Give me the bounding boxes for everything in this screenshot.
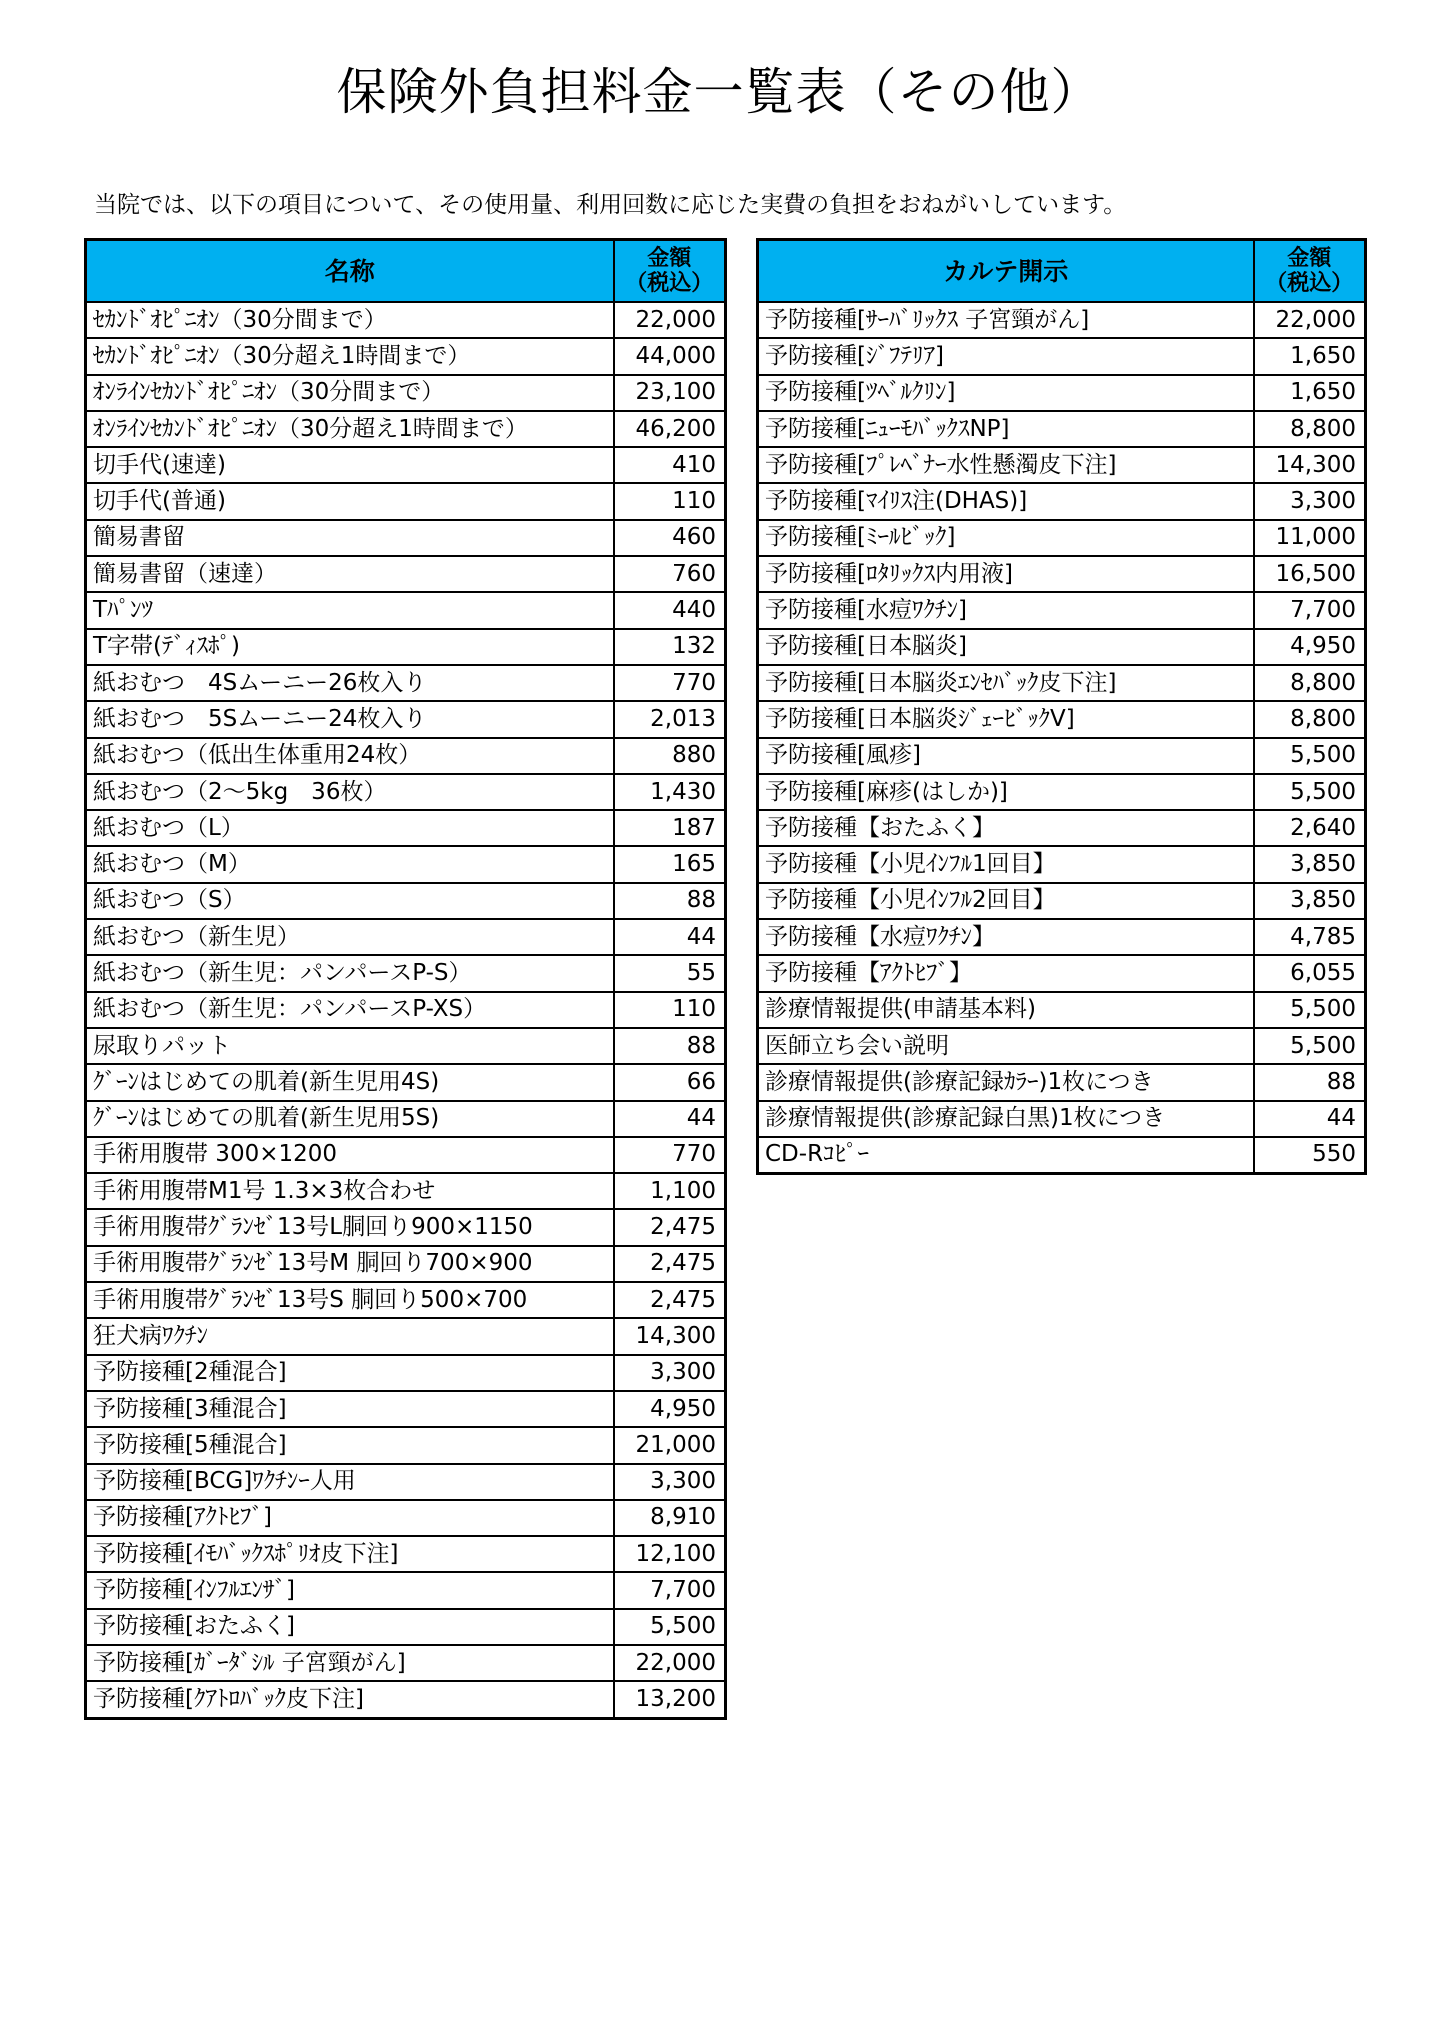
- item-amount: 12,100: [614, 1536, 726, 1572]
- item-amount: 5,500: [1254, 774, 1366, 810]
- table-row: [758, 665, 1366, 701]
- item-name: 診療情報提供(診療記録白黒)1枚につき: [758, 1101, 1254, 1137]
- item-amount: 2,640: [1254, 810, 1366, 846]
- header-amount-line2: （税込）: [625, 271, 714, 296]
- item-amount: 5,500: [1254, 738, 1366, 774]
- item-name: ｾｶﾝﾄﾞｵﾋﾟﾆｵﾝ（30分超え1時間まで）: [86, 338, 614, 374]
- item-name: 紙おむつ 5Sムーニー24枚入り: [86, 701, 614, 737]
- item-amount: 11,000: [1254, 520, 1366, 556]
- header-amount: [1254, 240, 1366, 303]
- fee-table-right-body: [758, 302, 1366, 1174]
- table-row: [758, 592, 1366, 628]
- item-amount: 4,950: [1254, 629, 1366, 665]
- table-row: [86, 375, 726, 411]
- item-amount: 14,300: [1254, 447, 1366, 483]
- item-name: 予防接種[日本脳炎]: [758, 629, 1254, 665]
- table-row: [86, 1427, 726, 1463]
- item-name: ｵﾝﾗｲﾝｾｶﾝﾄﾞｵﾋﾟﾆｵﾝ（30分間まで）: [86, 375, 614, 411]
- item-amount: 460: [614, 520, 726, 556]
- item-name: 紙おむつ（S）: [86, 883, 614, 919]
- item-amount: 8,800: [1254, 701, 1366, 737]
- item-amount: 2,013: [614, 701, 726, 737]
- fee-table-right: [756, 238, 1367, 1175]
- table-row: [86, 919, 726, 955]
- table-row: [758, 846, 1366, 882]
- table-row: [86, 1572, 726, 1608]
- table-row: [758, 483, 1366, 519]
- item-amount: 22,000: [1254, 302, 1366, 338]
- table-row: [86, 665, 726, 701]
- table-row: [758, 1101, 1366, 1137]
- item-name: 簡易書留: [86, 520, 614, 556]
- header-amount-line1: 金額: [1287, 245, 1332, 271]
- item-name: 紙おむつ 4Sムーニー26枚入り: [86, 665, 614, 701]
- item-name: 予防接種[ﾂﾍﾞﾙｸﾘﾝ]: [758, 375, 1254, 411]
- item-amount: 3,300: [614, 1355, 726, 1391]
- item-name: ｵﾝﾗｲﾝｾｶﾝﾄﾞｵﾋﾟﾆｵﾝ（30分超え1時間まで）: [86, 411, 614, 447]
- item-name: 予防接種[ﾆｭｰﾓﾊﾞｯｸｽNP]: [758, 411, 1254, 447]
- table-row: [86, 447, 726, 483]
- table-row: [86, 1645, 726, 1681]
- table-row: [86, 1500, 726, 1536]
- item-name: 予防接種[ﾌﾟﾚﾍﾞﾅｰ水性懸濁皮下注]: [758, 447, 1254, 483]
- table-row: [758, 992, 1366, 1028]
- item-name: 紙おむつ（新生児）: [86, 919, 614, 955]
- item-amount: 410: [614, 447, 726, 483]
- item-amount: 22,000: [614, 1645, 726, 1681]
- item-name: 尿取りパット: [86, 1028, 614, 1064]
- item-amount: 8,800: [1254, 411, 1366, 447]
- table-row: [758, 1137, 1366, 1174]
- fee-table-left: [84, 238, 727, 1720]
- table-row: [86, 701, 726, 737]
- table-row: [86, 1028, 726, 1064]
- table-row: [86, 1464, 726, 1500]
- table-row: [86, 1536, 726, 1572]
- table-row: [758, 520, 1366, 556]
- item-name: 予防接種[5種混合]: [86, 1427, 614, 1463]
- table-row: [758, 302, 1366, 338]
- table-row: [86, 1064, 726, 1100]
- table-row: [86, 955, 726, 991]
- table-row: [86, 1137, 726, 1173]
- table-row: [86, 883, 726, 919]
- intro-text: 当院では、以下の項目について、その使用量、利用回数に応じた実費の負担をおねがいしています。: [94, 192, 1127, 218]
- item-amount: 88: [1254, 1064, 1366, 1100]
- item-amount: 21,000: [614, 1427, 726, 1463]
- table-row: [86, 1355, 726, 1391]
- table-row: [86, 1681, 726, 1718]
- item-name: 手術用腹帯ｸﾞﾗﾝｾﾞ13号S 胴回り500×700: [86, 1282, 614, 1318]
- item-amount: 110: [614, 483, 726, 519]
- item-amount: 880: [614, 738, 726, 774]
- table-row: [86, 992, 726, 1028]
- table-row: [758, 774, 1366, 810]
- item-name: T字帯(ﾃﾞｨｽﾎﾟ): [86, 629, 614, 665]
- item-amount: 440: [614, 592, 726, 628]
- item-name: 予防接種[水痘ﾜｸﾁﾝ]: [758, 592, 1254, 628]
- item-name: 手術用腹帯ｸﾞﾗﾝｾﾞ13号L胴回り900×1150: [86, 1209, 614, 1245]
- item-amount: 110: [614, 992, 726, 1028]
- item-amount: 1,650: [1254, 338, 1366, 374]
- item-amount: 14,300: [614, 1318, 726, 1354]
- item-amount: 4,950: [614, 1391, 726, 1427]
- table-row: [86, 1246, 726, 1282]
- header-amount-line2: （税込）: [1265, 271, 1354, 296]
- item-name: 予防接種[風疹]: [758, 738, 1254, 774]
- table-row: [758, 556, 1366, 592]
- table-row: [86, 411, 726, 447]
- item-amount: 760: [614, 556, 726, 592]
- item-name: 紙おむつ（M）: [86, 846, 614, 882]
- item-name: 予防接種[ｲﾓﾊﾞｯｸｽﾎﾟﾘｵ皮下注]: [86, 1536, 614, 1572]
- item-name: 予防接種[ｼﾞﾌﾃﾘｱ]: [758, 338, 1254, 374]
- item-name: 予防接種【おたふく】: [758, 810, 1254, 846]
- item-amount: 2,475: [614, 1282, 726, 1318]
- item-name: ｸﾞｰﾝはじめての肌着(新生児用5S): [86, 1101, 614, 1137]
- table-row: [86, 1173, 726, 1209]
- table-row: [86, 1391, 726, 1427]
- item-name: 予防接種[日本脳炎ｴﾝｾﾊﾞｯｸ皮下注]: [758, 665, 1254, 701]
- table-row: [758, 919, 1366, 955]
- item-amount: 23,100: [614, 375, 726, 411]
- item-name: 予防接種[ﾐｰﾙﾋﾞｯｸ]: [758, 520, 1254, 556]
- table-row: [86, 556, 726, 592]
- item-amount: 1,100: [614, 1173, 726, 1209]
- table-row: [86, 1282, 726, 1318]
- item-amount: 8,800: [1254, 665, 1366, 701]
- item-amount: 16,500: [1254, 556, 1366, 592]
- item-amount: 2,475: [614, 1209, 726, 1245]
- item-amount: 8,910: [614, 1500, 726, 1536]
- item-amount: 770: [614, 1137, 726, 1173]
- item-amount: 88: [614, 1028, 726, 1064]
- item-name: 予防接種[ﾏｲﾘｽ注(DHAS)]: [758, 483, 1254, 519]
- table-row: [86, 1318, 726, 1354]
- item-name: 診療情報提供(申請基本料): [758, 992, 1254, 1028]
- item-amount: 3,300: [614, 1464, 726, 1500]
- item-amount: 187: [614, 810, 726, 846]
- item-amount: 66: [614, 1064, 726, 1100]
- table-row: [86, 302, 726, 338]
- item-amount: 5,500: [1254, 1028, 1366, 1064]
- table-row: [758, 411, 1366, 447]
- item-name: 予防接種[BCG]ﾜｸﾁﾝｰ人用: [86, 1464, 614, 1500]
- item-amount: 770: [614, 665, 726, 701]
- item-name: Tﾊﾟﾝﾂ: [86, 592, 614, 628]
- item-name: 予防接種[ｱｸﾄﾋﾌﾞ]: [86, 1500, 614, 1536]
- item-amount: 46,200: [614, 411, 726, 447]
- table-header-row: [758, 240, 1366, 303]
- table-row: [86, 629, 726, 665]
- item-amount: 13,200: [614, 1681, 726, 1718]
- item-name: 予防接種[ｸｱﾄﾛﾊﾞｯｸ皮下注]: [86, 1681, 614, 1718]
- item-name: 予防接種[ｲﾝﾌﾙｴﾝｻﾞ]: [86, 1572, 614, 1608]
- fee-table-left-body: [86, 302, 726, 1718]
- table-row: [758, 701, 1366, 737]
- item-amount: 44,000: [614, 338, 726, 374]
- item-name: 予防接種【小児ｲﾝﾌﾙ2回目】: [758, 883, 1254, 919]
- item-amount: 88: [614, 883, 726, 919]
- table-row: [86, 1101, 726, 1137]
- item-name: ｸﾞｰﾝはじめての肌着(新生児用4S): [86, 1064, 614, 1100]
- item-amount: 3,850: [1254, 846, 1366, 882]
- item-name: 手術用腹帯ｸﾞﾗﾝｾﾞ13号M 胴回り700×900: [86, 1246, 614, 1282]
- table-row: [86, 592, 726, 628]
- item-name: 予防接種[3種混合]: [86, 1391, 614, 1427]
- item-name: 予防接種[2種混合]: [86, 1355, 614, 1391]
- table-row: [758, 1064, 1366, 1100]
- item-name: 狂犬病ﾜｸﾁﾝ: [86, 1318, 614, 1354]
- item-name: 予防接種[麻疹(はしか)]: [758, 774, 1254, 810]
- item-name: 紙おむつ（新生児：パンパースP-XS）: [86, 992, 614, 1028]
- item-name: 予防接種[ｶﾞｰﾀﾞｼﾙ 子宮頸がん]: [86, 1645, 614, 1681]
- item-amount: 132: [614, 629, 726, 665]
- header-amount-line1: 金額: [647, 245, 692, 271]
- table-row: [758, 338, 1366, 374]
- item-name: 診療情報提供(診療記録ｶﾗｰ)1枚につき: [758, 1064, 1254, 1100]
- item-amount: 22,000: [614, 302, 726, 338]
- item-amount: 1,650: [1254, 375, 1366, 411]
- item-name: 予防接種[日本脳炎ｼﾞｪｰﾋﾞｯｸV]: [758, 701, 1254, 737]
- item-amount: 7,700: [1254, 592, 1366, 628]
- table-row: [86, 520, 726, 556]
- table-row: [86, 846, 726, 882]
- table-row: [758, 1028, 1366, 1064]
- item-amount: 3,850: [1254, 883, 1366, 919]
- item-amount: 165: [614, 846, 726, 882]
- table-header-row: [86, 240, 726, 303]
- table-row: [758, 447, 1366, 483]
- item-name: 予防接種[ﾛﾀﾘｯｸｽ内用液]: [758, 556, 1254, 592]
- table-row: [758, 955, 1366, 991]
- item-amount: 550: [1254, 1137, 1366, 1174]
- page-title: 保険外負担料金一覧表（その他）: [336, 63, 1102, 121]
- item-amount: 44: [614, 919, 726, 955]
- item-name: 予防接種【ｱｸﾄﾋﾌﾞ】: [758, 955, 1254, 991]
- item-amount: 5,500: [614, 1609, 726, 1645]
- item-amount: 3,300: [1254, 483, 1366, 519]
- table-row: [86, 1209, 726, 1245]
- table-row: [758, 738, 1366, 774]
- header-amount: [614, 240, 726, 303]
- item-name: CD-Rｺﾋﾟｰ: [758, 1137, 1254, 1174]
- item-amount: 1,430: [614, 774, 726, 810]
- item-name: 予防接種【水痘ﾜｸﾁﾝ】: [758, 919, 1254, 955]
- item-name: ｾｶﾝﾄﾞｵﾋﾟﾆｵﾝ（30分間まで）: [86, 302, 614, 338]
- item-amount: 5,500: [1254, 992, 1366, 1028]
- item-name: 切手代(普通): [86, 483, 614, 519]
- item-name: 簡易書留（速達）: [86, 556, 614, 592]
- table-row: [758, 810, 1366, 846]
- table-row: [758, 629, 1366, 665]
- table-row: [758, 375, 1366, 411]
- header-name: カルテ開示: [758, 240, 1254, 303]
- item-name: 紙おむつ（2～5kg 36枚）: [86, 774, 614, 810]
- item-name: 紙おむつ（新生児：パンパースP-S）: [86, 955, 614, 991]
- table-row: [86, 774, 726, 810]
- table-row: [86, 1609, 726, 1645]
- item-amount: 6,055: [1254, 955, 1366, 991]
- item-name: 手術用腹帯M1号 1.3×3枚合わせ: [86, 1173, 614, 1209]
- table-row: [86, 738, 726, 774]
- table-row: [86, 810, 726, 846]
- item-name: 紙おむつ（L）: [86, 810, 614, 846]
- item-amount: 4,785: [1254, 919, 1366, 955]
- item-name: 紙おむつ（低出生体重用24枚）: [86, 738, 614, 774]
- item-amount: 44: [614, 1101, 726, 1137]
- item-name: 予防接種[おたふく]: [86, 1609, 614, 1645]
- item-amount: 2,475: [614, 1246, 726, 1282]
- item-name: 手術用腹帯 300×1200: [86, 1137, 614, 1173]
- item-name: 予防接種[ｻｰﾊﾞﾘｯｸｽ 子宮頸がん]: [758, 302, 1254, 338]
- item-amount: 7,700: [614, 1572, 726, 1608]
- table-row: [86, 338, 726, 374]
- header-name: 名称: [86, 240, 614, 303]
- item-name: 切手代(速達): [86, 447, 614, 483]
- item-amount: 44: [1254, 1101, 1366, 1137]
- item-name: 予防接種【小児ｲﾝﾌﾙ1回目】: [758, 846, 1254, 882]
- item-amount: 55: [614, 955, 726, 991]
- item-name: 医師立ち会い説明: [758, 1028, 1254, 1064]
- table-row: [86, 483, 726, 519]
- table-row: [758, 883, 1366, 919]
